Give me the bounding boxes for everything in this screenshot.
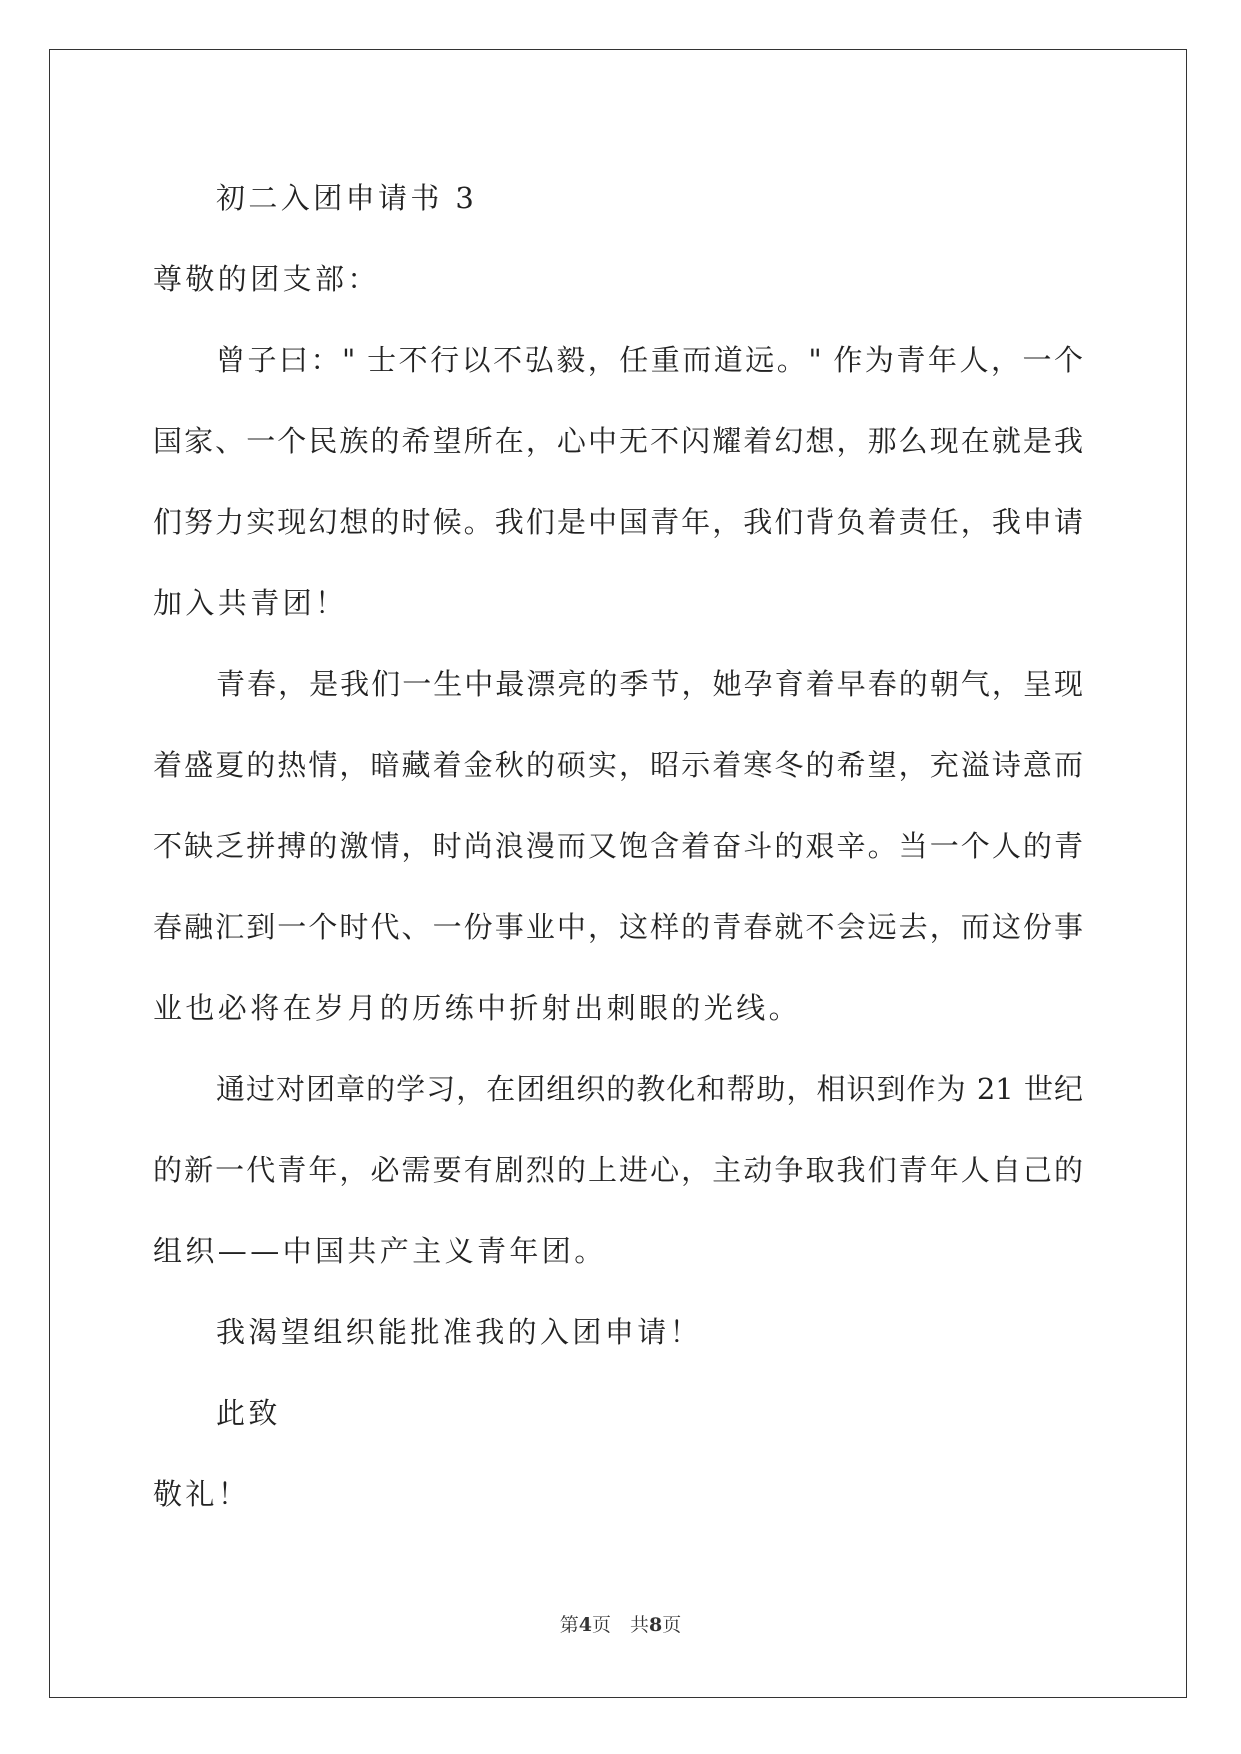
paragraph-line: 不缺乏拼搏的激情，时尚浪漫而又饱含着奋斗的艰辛。当一个人的青	[153, 829, 1083, 863]
paragraph-line: 着盛夏的热情，暗藏着金秋的硕实，昭示着寒冬的希望，充溢诗意而	[153, 748, 1083, 782]
paragraph-line: 组织——中国共产主义青年团。	[153, 1234, 607, 1268]
paragraph-line: 青春，是我们一生中最漂亮的季节，她孕育着早春的朝气，呈现	[216, 667, 1083, 701]
footer-middle: 页 共	[591, 1614, 649, 1636]
paragraph-line: 国家、一个民族的希望所在，心中无不闪耀着幻想，那么现在就是我	[153, 424, 1083, 458]
paragraph-line: 们努力实现幻想的时候。我们是中国青年，我们背负着责任，我申请	[153, 505, 1083, 539]
current-page-number: 4	[578, 1614, 592, 1636]
page-footer	[0, 1610, 1241, 1637]
footer-suffix: 页	[662, 1614, 682, 1636]
paragraph-line: 业也必将在岁月的历练中折射出刺眼的光线。	[153, 991, 802, 1025]
footer-prefix: 第	[559, 1614, 579, 1636]
paragraph-line: 春融汇到一个时代、一份事业中，这样的青春就不会远去，而这份事	[153, 910, 1083, 944]
total-page-number: 8	[649, 1614, 663, 1636]
paragraph-line: 加入共青团！	[153, 586, 348, 620]
document-body	[153, 158, 1083, 1535]
paragraph-line: 通过对团章的学习，在团组织的教化和帮助，相识到作为 21 世纪	[216, 1072, 1083, 1106]
paragraph-line: 的新一代青年，必需要有剧烈的上进心，主动争取我们青年人自己的	[153, 1153, 1083, 1187]
paragraph-line: 曾子曰：" 士不行以不弘毅，任重而道远。" 作为青年人，一个	[216, 343, 1083, 377]
closing-phrase: 此致	[216, 1396, 281, 1430]
paragraph-line: 我渴望组织能批准我的入团申请！	[216, 1315, 703, 1349]
document-title: 初二入团申请书 3	[216, 181, 478, 215]
salutation: 尊敬的团支部：	[153, 262, 380, 296]
closing-salute: 敬礼！	[153, 1477, 251, 1511]
